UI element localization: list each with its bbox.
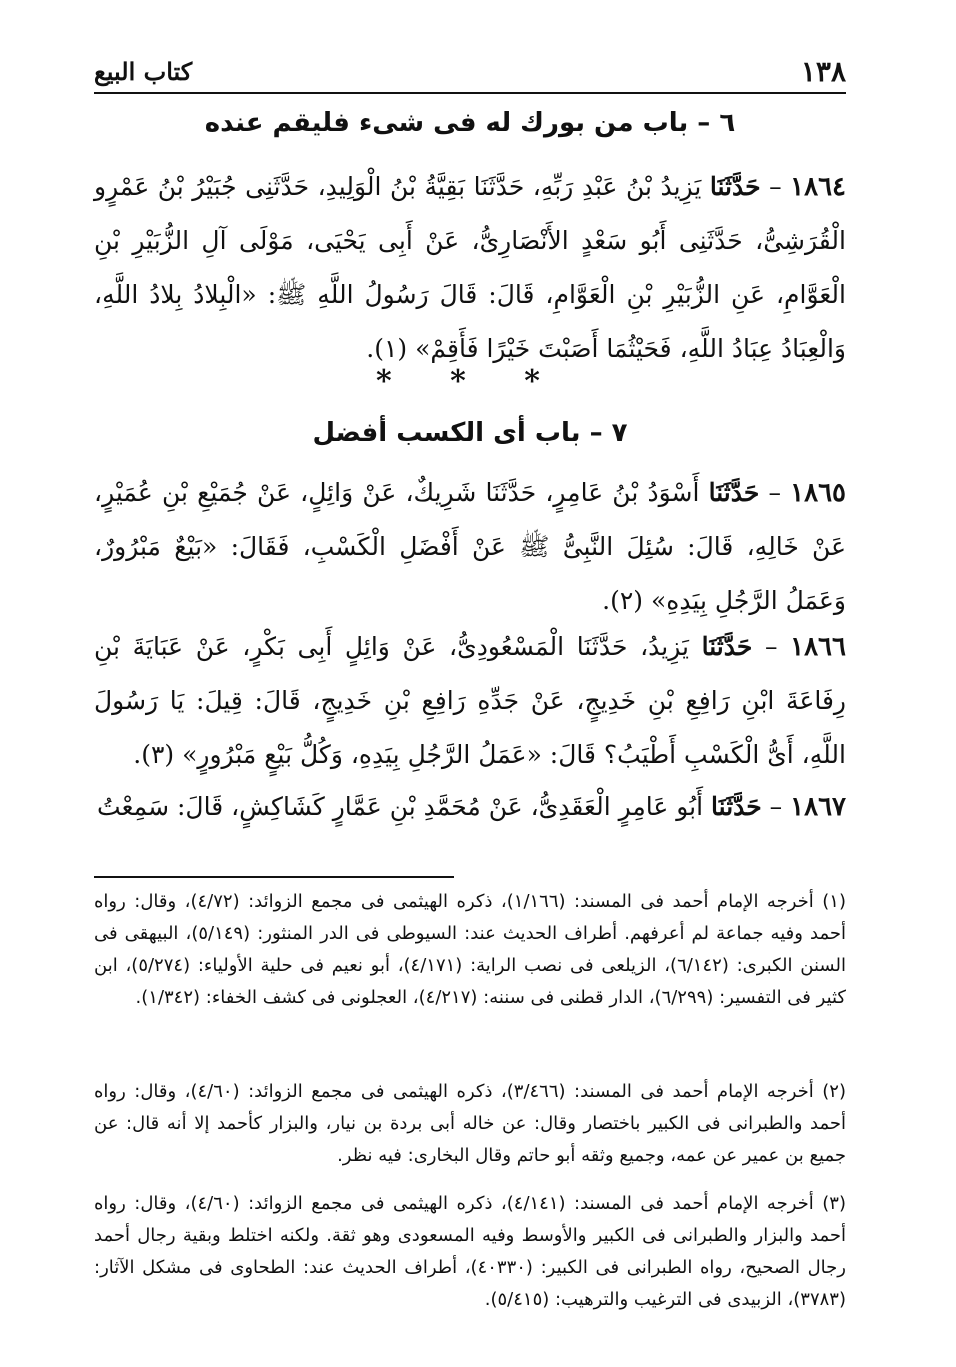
footnote-marker: (٣) (822, 1193, 846, 1214)
hadith-text: أَسْوَدُ بْنُ عَامِرٍ، حَدَّثَنَا شَرِيكٌ، عَنْ وَائِلٍ، عَنْ جُمَيْعِ بْنِ عُمَيْرٍ، عَنْ خَالِهِ، قَالَ: سُئِلَ النَّبِىُّ ﷺ عَنْ أَفْضَلِ الْكَسْبِ، فَقَالَ: «بَيْعٌ مَبْرُورٌ، وَعَمَلُ الرَّجُلِ بِيَدِهِ» (٢). (94, 478, 846, 615)
header-rule (94, 92, 846, 94)
footnote-3 (94, 1188, 846, 1316)
hadith-1867: ١٨٦٧ – حَدَّثَنَا أَبُو عَامِرٍ الْعَقَدِىُّ، عَنْ مُحَمَّدِ بْنِ عَمَّارٍ كَشَاكِشٍ، قَالَ: سَمِعْتُ (97, 792, 846, 822)
hadith-1866: ١٨٦٦ – حَدَّثَنَا يَزِيدُ، حَدَّثَنَا الْمَسْعُودِىُّ، عَنْ وَائِلٍ أَبِى بَكْرٍ، عَنْ عَبَايَةَ بْنِ رِفَاعَةَ ابْنِ رَافِعِ بْنِ خَدِيجٍ، عَنْ جَدِّهِ رَافِعِ بْنِ خَدِيجٍ، قَالَ: قِيلَ: يَا رَسُولَ اللَّهِ، أَىُّ الْكَسْبِ أَطْيَبُ؟ قَالَ: «عَمَلُ الرَّجُلِ بِيَدِهِ، وَكُلُّ بَيْعٍ مَبْرُورٍ» (٣). (94, 632, 846, 769)
hadith-text: يَزِيدُ بْنُ عَبْدِ رَبِّهِ، حَدَّثَنَا بَقِيَّةُ بْنُ الْوَلِيدِ، حَدَّثَنِى جُبَيْرُ بْنُ عَمْرٍو الْقُرَشِىُّ، حَدَّثَنِى أَبُو سَعْدٍ الأَنْصَارِىُّ، عَنْ أَبِى يَحْيَى، مَوْلَى آلِ الزُّبَيْرِ بْنِ الْعَوَّامِ، عَنِ الزُّبَيْرِ بْنِ الْعَوَّامِ، قَالَ: قَالَ رَسُولُ اللَّهِ ﷺ: «الْبِلادُ بِلادُ اللَّهِ، وَالْعِبَادُ عِبَادُ اللَّهِ، فَحَيْثُمَا أَصَبْتَ خَيْرًا فَأَقِمْ» (١). (94, 172, 846, 363)
hadith-lead: حَدَّثَنَا (701, 632, 753, 661)
footnote-rule (94, 876, 454, 878)
section-title: ٦ – باب من بورك له فى شىء فليقم عنده (204, 108, 736, 138)
footnote-marker: (٢) (822, 1081, 846, 1102)
hadith-number: ١٨٦٤ (790, 172, 847, 202)
footnote-marker: (١) (822, 891, 846, 912)
hadith-number: ١٨٦٧ (790, 792, 846, 822)
footnote-text: أخرجه الإمام أحمد فى المسند: (٣/٤٦٦)، ذكره الهيثمى فى مجمع الزوائد: (٤/٦٠)، وقال: رواه أحمد والطبرانى فى الكبير باختصار وقال: عن خاله أبى بردة بن نيار، والبزار كأحمد إلا أنه قال: عن جميع بن عمير عن عمه، وجميع وثقه أبو حاتم وقال البخارى: فيه نظر. (94, 1081, 846, 1166)
page-number: ١٣٨ (800, 55, 846, 88)
hadith-lead: حَدَّثَنَا (708, 478, 760, 507)
section-title: ٧ – باب أى الكسب أفضل (312, 418, 628, 448)
hadith-lead: حَدَّثَنَا (711, 792, 762, 821)
hadith-lead: حَدَّثَنَا (709, 172, 761, 201)
footnote-text: أخرجه الإمام أحمد فى المسند: (١/١٦٦)، ذكره الهيثمى فى مجمع الزوائد: (٤/٧٢)، وقال: رواه أحمد وفيه جماعة لم أعرفهم. أطراف الحديث عند: السيوطى فى الدر المنثور: (٥/١٤٩)، البيهقى فى السنن الكبرى: (٦/١٤٢)، الزيلعى فى نصب الراية: (٤/١٧١)، أبو نعيم فى حلية الأولياء: (٥/٢٧٤)، ابن كثير فى التفسير: (٦/٢٩٩)، الدار قطنى فى سننه: (٤/٢١٧)، العجلونى فى كشف الخفاء: (١/٣٤٢). (94, 891, 846, 1008)
footnote-1 (94, 886, 846, 1014)
section-separator: * * * (376, 364, 564, 399)
hadith-text: يَزِيدُ، حَدَّثَنَا الْمَسْعُودِىُّ، عَنْ وَائِلٍ أَبِى بَكْرٍ، عَنْ عَبَايَةَ بْنِ رِفَاعَةَ ابْنِ رَافِعِ بْنِ خَدِيجٍ، عَنْ جَدِّهِ رَافِعِ بْنِ خَدِيجٍ، قَالَ: قِيلَ: يَا رَسُولَ اللَّهِ، أَىُّ الْكَسْبِ أَطْيَبُ؟ قَالَ: «عَمَلُ الرَّجُلِ بِيَدِهِ، وَكُلُّ بَيْعٍ مَبْرُورٍ» (٣). (94, 632, 846, 769)
hadith-number: ١٨٦٥ (790, 478, 847, 508)
hadith-text: أَبُو عَامِرٍ الْعَقَدِىُّ، عَنْ مُحَمَّدِ بْنِ عَمَّارٍ كَشَاكِشٍ، قَالَ: سَمِعْتُ (97, 792, 704, 821)
footnote-2 (94, 1076, 846, 1172)
hadith-number: ١٨٦٦ (790, 632, 846, 662)
footnote-text: أخرجه الإمام أحمد فى المسند: (٤/١٤١)، ذكره الهيثمى فى مجمع الزوائد: (٤/٦٠)، وقال: رواه أحمد والبزار والطبرانى فى الكبير والأوسط وفيه المسعودى وهو ثقة. ولكنه اختلط وبقية رجال أحمد رجال الصحيح، رواه الطبرانى فى الكبير: (٤٠٣٣٠)، أطراف الحديث عند: الطحاوى فى مشكل الآثار: (٣٧٨٣)، الزبيدى فى الترغيب والترهيب: (٥/٤١٥). (94, 1193, 846, 1310)
book-title: كتاب البيع (94, 57, 193, 86)
page-header (94, 55, 846, 91)
hadith-1865: ١٨٦٥ – حَدَّثَنَا أَسْوَدُ بْنُ عَامِرٍ، حَدَّثَنَا شَرِيكٌ، عَنْ وَائِلٍ، عَنْ جُمَيْعِ بْنِ عُمَيْرٍ، عَنْ خَالِهِ، قَالَ: سُئِلَ النَّبِىُّ ﷺ عَنْ أَفْضَلِ الْكَسْبِ، فَقَالَ: «بَيْعٌ مَبْرُورٌ، وَعَمَلُ الرَّجُلِ بِيَدِهِ» (٢). (94, 478, 847, 615)
hadith-1864: ١٨٦٤ – حَدَّثَنَا يَزِيدُ بْنُ عَبْدِ رَبِّهِ، حَدَّثَنَا بَقِيَّةُ بْنُ الْوَلِيدِ، حَدَّثَنِى جُبَيْرُ بْنُ عَمْرٍو الْقُرَشِىُّ، حَدَّثَنِى أَبُو سَعْدٍ الأَنْصَارِىُّ، عَنْ أَبِى يَحْيَى، مَوْلَى آلِ الزُّبَيْرِ بْنِ الْعَوَّامِ، عَنِ الزُّبَيْرِ بْنِ الْعَوَّامِ، قَالَ: قَالَ رَسُولُ اللَّهِ ﷺ: «الْبِلادُ بِلادُ اللَّهِ، وَالْعِبَادُ عِبَادُ اللَّهِ، فَحَيْثُمَا أَصَبْتَ خَيْرًا فَأَقِمْ» (١). (94, 172, 847, 363)
